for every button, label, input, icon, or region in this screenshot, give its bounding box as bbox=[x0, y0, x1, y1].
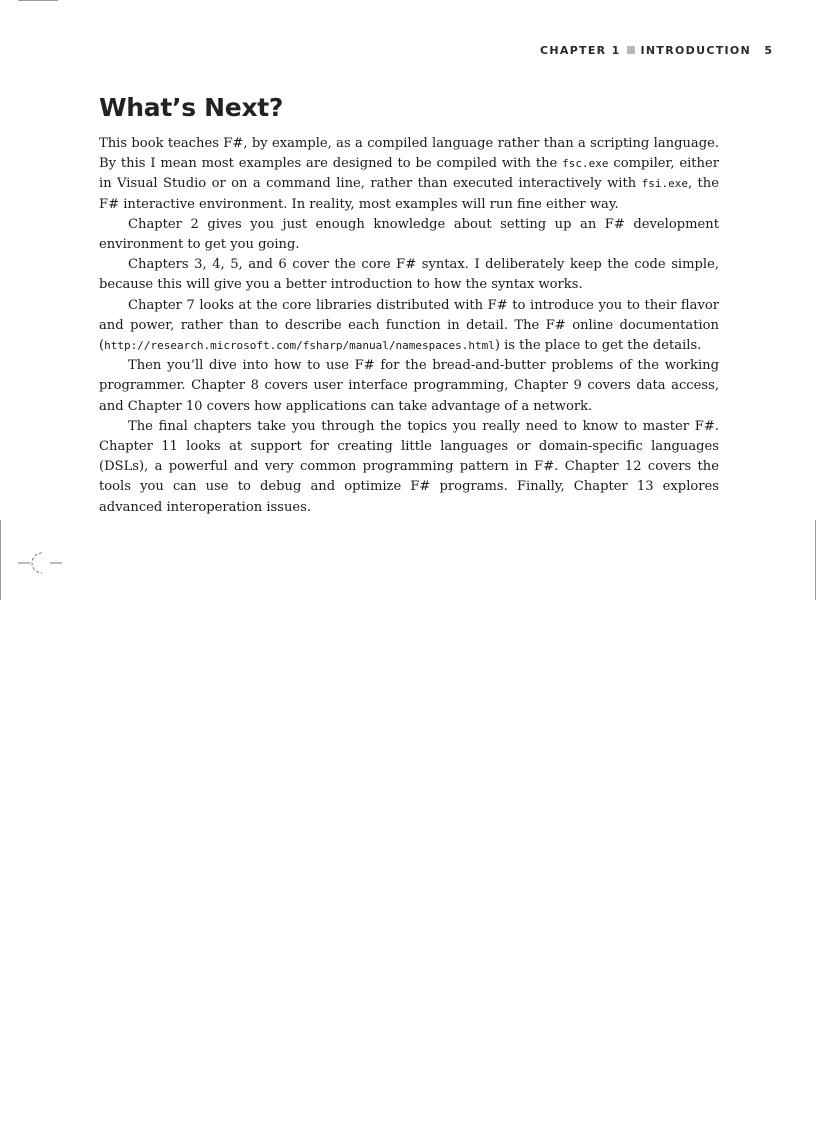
section-heading: What’s Next? bbox=[99, 93, 284, 122]
paragraph-4 bbox=[99, 296, 719, 357]
chapter-label: CHAPTER 1 bbox=[540, 44, 621, 57]
inline-code-fsi: fsi.exe bbox=[641, 177, 688, 191]
paragraph-6: The final chapters take you through the topics you really need to know to master F#. Chapter 11 looks at support for creating little languages or domain-specific languages (DSLs), a powerful and very common programming pattern in F#. Chapter 12 covers the tools you can use to debug and optimize F# programs. Finally, Chapter 13 explores advanced interoperation issues. bbox=[99, 418, 719, 515]
body-text bbox=[99, 134, 719, 518]
paragraph-1 bbox=[99, 134, 719, 215]
registration-mark-icon bbox=[16, 548, 64, 578]
chapter-title: INTRODUCTION bbox=[640, 44, 752, 57]
crop-mark-top bbox=[18, 0, 58, 1]
running-header-chapter bbox=[540, 44, 751, 57]
paragraph-2: Chapter 2 gives you just enough knowledge about setting up an F# development environment to get you going. bbox=[99, 216, 719, 253]
running-header bbox=[520, 44, 780, 60]
paragraph-5: Then you’ll dive into how to use F# for the bread-and-butter problems of the working programmer. Chapter 8 covers user interface programming, Chapter 9 covers data access, and Chapter 10 covers how applications can take advantage of a network. bbox=[99, 358, 719, 414]
paragraph-4-text-b: ) is the place to get the details. bbox=[494, 338, 702, 354]
paragraph-3: Chapters 3, 4, 5, and 6 cover the core F# syntax. I deliberately keep the code simple, because this will give you a better introduction to how the syntax works. bbox=[99, 257, 719, 293]
inline-code-url: http://research.microsoft.com/fsharp/manual/namespaces.html bbox=[104, 339, 495, 353]
paragraph-4-text-a: Chapter 7 looks at the core libraries distributed with F# to introduce you to their flavor and power, rather than to describe each function in detail. The F# online documentation ( bbox=[99, 297, 719, 354]
inline-code-fsc: fsc.exe bbox=[562, 157, 609, 171]
crop-mark-left bbox=[0, 520, 1, 600]
page-number: 5 bbox=[764, 44, 772, 57]
paragraph-1-text-c: , the F# interactive environment. In reality, most examples will run fine either way. bbox=[99, 176, 719, 212]
separator-square-icon bbox=[627, 46, 635, 54]
paragraph-1-text-a: This book teaches F#, by example, as a compiled language rather than a scripting language. By this I mean most examples are designed to be compiled with the bbox=[99, 136, 719, 172]
paragraph-1-text-b: compiler, either in Visual Studio or on a command line, rather than executed interactively with bbox=[99, 156, 719, 192]
